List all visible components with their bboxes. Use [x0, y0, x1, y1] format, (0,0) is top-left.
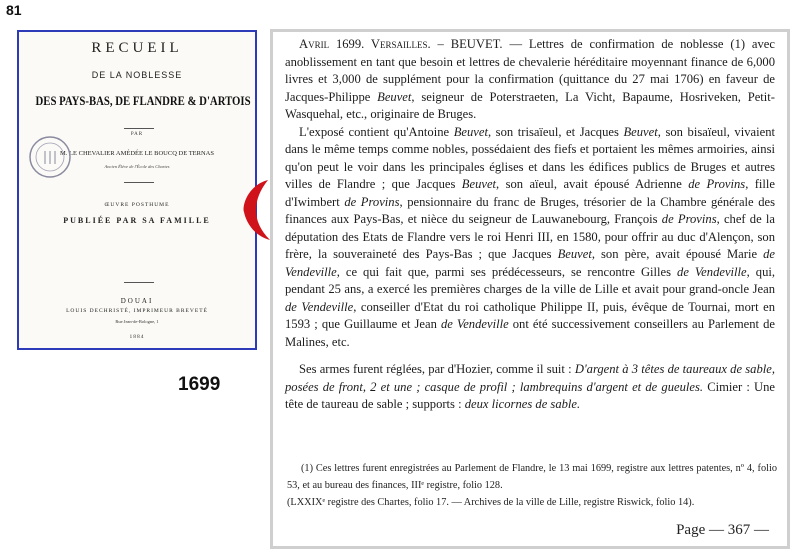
- footnote-1: (1) Ces lettres furent enregistrées au Parlement de Flandre, le 13 mai 1699, registre aux lettres patentes, nº 4, folio 53, et au bureau des finances, IIIᵉ registre, folio 128.: [287, 463, 777, 491]
- book-cover: [17, 30, 257, 350]
- entry-date: Avril 1699. Versailles.: [299, 37, 431, 51]
- cover-title: RECUEIL: [91, 40, 183, 56]
- cover-author-note: Ancien Élève de l'École des Chartes: [104, 164, 170, 169]
- page-number: 81: [6, 2, 22, 18]
- page-footer: Page — 367 —: [676, 522, 769, 538]
- footnote-2: (LXXIXᵉ registre des Chartes, folio 17. — Archives de la ville de Lille, registre Riswick, folio 14).: [287, 497, 695, 508]
- cover-rule: [124, 182, 154, 183]
- cover-main-title: DES PAYS-BAS, DE FLANDRE & D'ARTOIS: [35, 94, 251, 108]
- cover-rule: [124, 128, 154, 129]
- cover-street: Rue Jean-de-Bologne, 1: [115, 319, 159, 324]
- cover-oeuvre: ŒUVRE POSTHUME: [104, 202, 170, 208]
- cover-rule: [124, 282, 154, 283]
- library-stamp-icon: [27, 134, 73, 180]
- cover-subtitle: DE LA NOBLESSE: [91, 70, 183, 80]
- scanned-page: [270, 29, 790, 549]
- footnotes: [287, 460, 777, 511]
- red-tab-icon: [240, 178, 274, 242]
- year-label: 1699: [178, 374, 221, 395]
- cover-year: 1884: [129, 334, 145, 340]
- entry-expose-paragraph: L'exposé contient qu'Antoine Beuvet, son trisaïeul, et Jacques Beuvet, son bisaïeul, vivaient dans le même temps comme nobles, possédaient des fiefs et portaient les mêmes armoiries, ainsi qu'on peut le voir dans les principales églises et dans les édifices publics de Bruges et autres villes de Flandre ; que Jacques Beuvet, son aïeul, avait épousé Adrienne de Provins, fille d'Iwimbert de Provins, pensionnaire du franc de Bruges, trésorier de la Chambre générale des finances aux Pays-Bas, et nièce du seigneur de Lauwanebourg, François de Provins, chef de la députation des Etats de Flandre vers le roi Henri III, en 1580, pour offrir au duc d'Alençon, son frère, la souveraineté des Pays-Bas ; que Jacques Beuvet, son père, avait épousé Marie de Vendeville, ce qui fait que, parmi ses prédécesseurs, se rencontre Gilles de Vendeville, qui, pendant 25 ans, a exercé les premières charges de la ville de Lille et avait pour grand-oncle Jean de Vendeville, conseiller d'Etat du roi catholique Philippe II, puis, évêque de Tournai, mort en 1593 ; que Guillaume et Jean de Vendeville ont été successivement conseillers au Parlement de Malines, etc.: [285, 124, 776, 349]
- entry-arms-paragraph: Ses armes furent réglées, par d'Hozier, comme il suit : D'argent à 3 têtes de taureaux de sable, posées de front, 2 et une ; casque de profil ; lambrequins d'argent et de gueules. Cimier : Une tête de taureau de sable ; supports : deux licornes de sable.: [285, 362, 776, 411]
- cover-city: DOUAI: [120, 297, 154, 305]
- entry-body: [285, 36, 775, 414]
- cover-author: M. LE CHEVALIER AMÉDÉE LE BOUCQ DE TERNAS: [60, 150, 214, 157]
- cover-par: PAR: [130, 132, 144, 137]
- cover-printer: LOUIS DECHRISTÉ, IMPRIMEUR BREVETÉ: [66, 308, 208, 314]
- entry-lead-paragraph: Avril 1699. Versailles. – BEUVET. — Lettres de confirmation de noblesse (1) avec anoblissement en tant que besoin et lettres de chevalerie héréditaire moyennant finance de 6,000 livres et 3,000 de supplément pour la confirmation (quittance du 27 mai 1706) en faveur de Jacques-Philippe Beuvet, seigneur de Poterstraeten, La Vicht, Bapaume, Hosriveken, Petit-Wasquehal, etc., originaire de Bruges.: [285, 37, 775, 121]
- cover-publiee: PUBLIÉE PAR SA FAMILLE: [63, 216, 211, 225]
